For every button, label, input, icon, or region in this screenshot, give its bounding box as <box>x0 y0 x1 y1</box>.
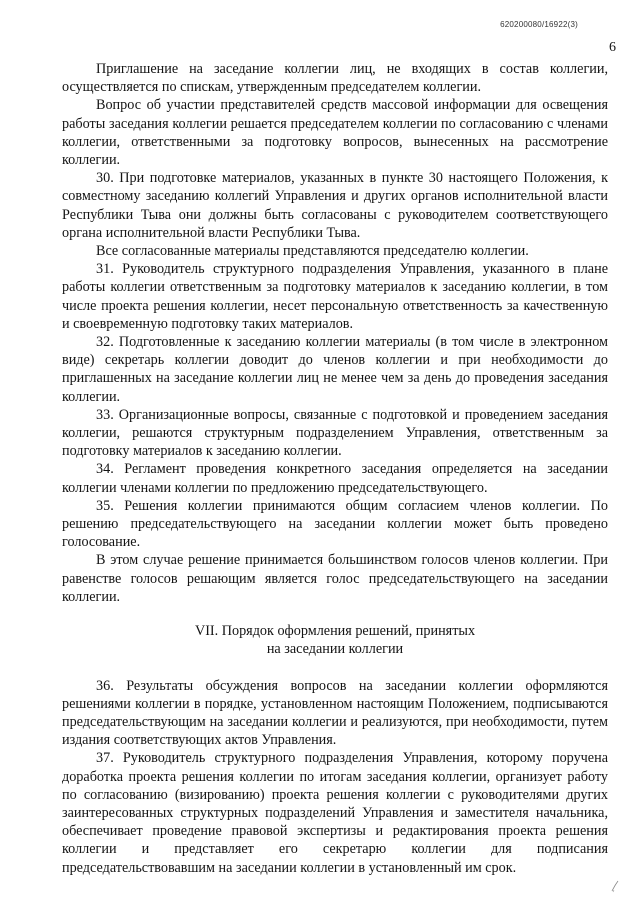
section-heading-line-1: VII. Порядок оформления решений, принятых <box>194 623 476 640</box>
paragraph: В этом случае решение принимается большинством голосов членов коллегии. При равенстве голосов решающим является голос председательствующего на заседании коллегии. <box>62 552 608 605</box>
paragraph-item-31: 31. Руководитель структурного подразделения Управления, указанного в плане работы коллегии ответственным за подготовку материалов к заседанию коллегии, в том числе проекта решения коллегии, несет персональную ответственность за качественную и своевременную подготовку таких материалов. <box>62 261 608 332</box>
paragraph: Все согласованные материалы представляются председателю коллегии. <box>96 243 529 260</box>
section-heading-line-2: на заседании коллегии <box>266 641 404 658</box>
paragraph-item-35: 35. Решения коллегии принимаются общим согласием членов коллегии. По решению председательствующего на заседании коллегии может быть проведено голосование. <box>62 497 608 551</box>
paragraph-item-36: 36. Результаты обсуждения вопросов на заседании коллегии оформляются решениями коллегии в порядке, установленном настоящим Положением, подписываются председательствующим на заседании коллегии и реализуются, при необходимости, путем издания соответствующих актов Управления. <box>62 677 608 749</box>
paragraph-item-33: 33. Организационные вопросы, связанные с подготовкой и проведением заседания коллегии, решаются структурным подразделением Управления, ответственным за подготовку материалов к заседанию коллегии. <box>62 406 608 460</box>
section-heading <box>62 622 608 658</box>
paragraph-item-30: 30. При подготовке материалов, указанных в пункте 30 настоящего Положения, к совместному заседанию коллегий Управления и других органов исполнительной власти Республики Тыва они должны быть согласованы с руководителем соответствующего органа исполнительной власти Республики Тыва. <box>62 170 608 241</box>
paragraph-item-34: 34. Регламент проведения конкретного заседания определяется на заседании коллегии членами коллегии по предложению председательствующего. <box>62 461 608 496</box>
page-number: 6 <box>609 40 616 55</box>
paragraph-item-37: 37. Руководитель структурного подразделения Управления, которому поручена доработка проекта решения коллегии по итогам заседания коллегии, организует работу по согласованию (визированию) проекта решения коллегии с руководителями других заинтересованных структурных подразделений Управления и заместителя начальника, обеспечивает проведение правовой экспертизы и редактирования проекта решения коллегии и представляет его секретарю коллегии для подписания председательствовавшим на заседании коллегии в установленный им срок. <box>62 750 608 876</box>
paragraph: Вопрос об участии представителей средств массовой информации для освещения работы заседания коллегии решается председателем коллегии по согласованию с членами коллегии, ответственными за подготовку вопросов, вынесенных на рассмотрение коллегии. <box>62 97 608 169</box>
document-code: 620200080/16922(3) <box>500 20 578 29</box>
scan-mark-icon <box>610 879 620 893</box>
paragraph-item-32: 32. Подготовленные к заседанию коллегии материалы (в том числе в электронном виде) секретарь коллегии доводит до членов коллегии и при необходимости до приглашенных на заседание коллегии лиц не менее чем за день до проведения заседания коллегии. <box>62 334 608 405</box>
document-body <box>62 60 608 877</box>
paragraph: Приглашение на заседание коллегии лиц, не входящих в состав коллегии, осуществляется по спискам, утвержденным председателем коллегии. <box>62 61 608 96</box>
